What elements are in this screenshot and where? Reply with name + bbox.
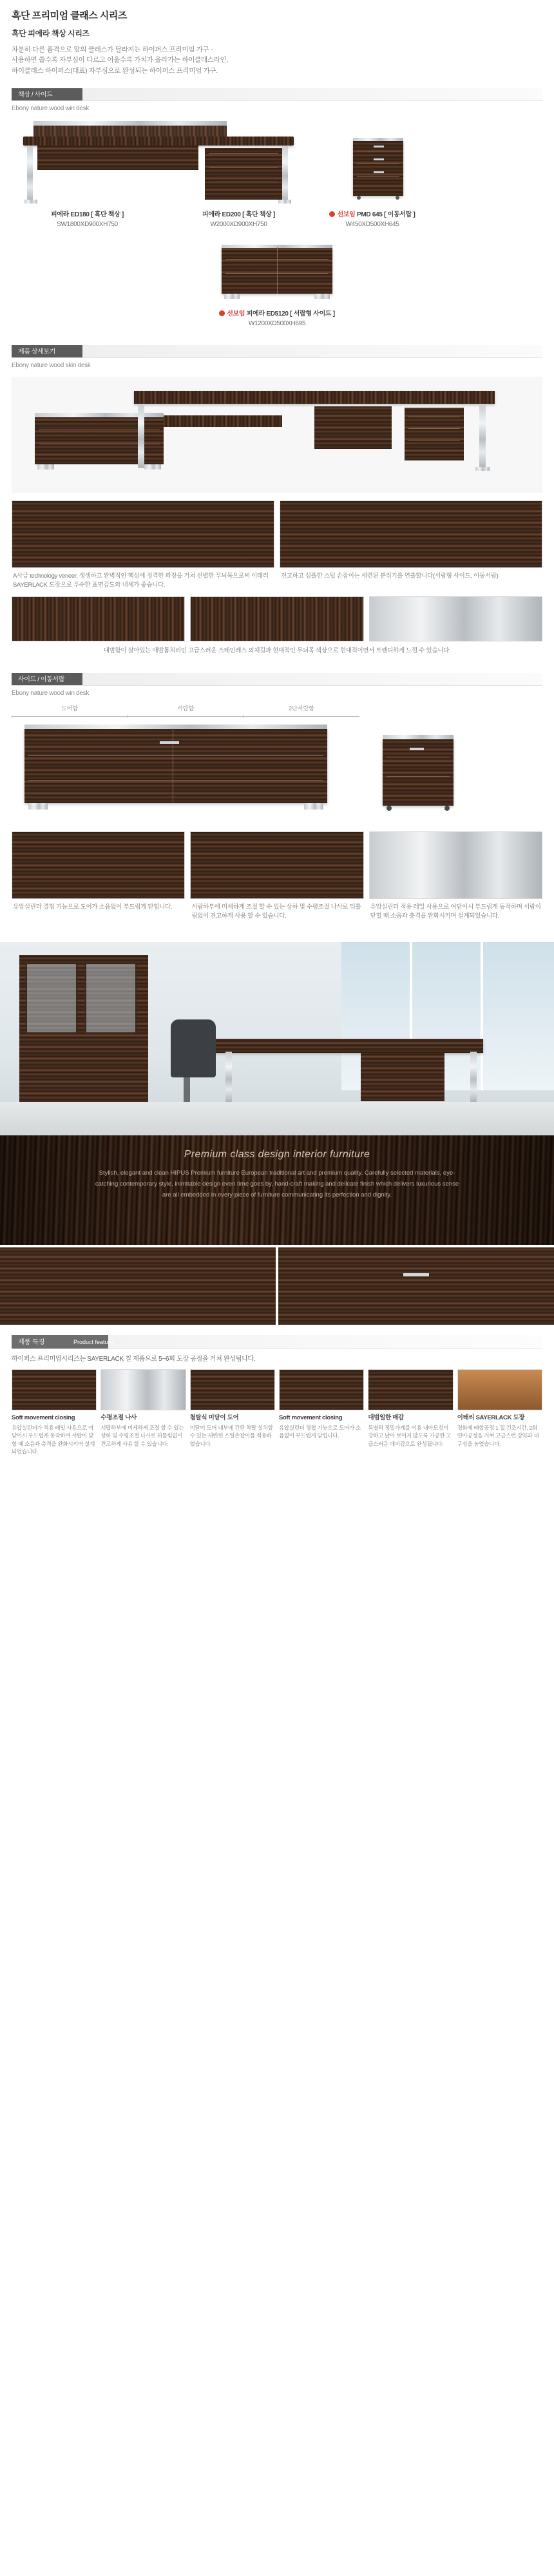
wood-detail-right xyxy=(278,1247,554,1325)
section-bar-side-pedestal xyxy=(12,673,542,686)
new-badge: 선보임 xyxy=(329,210,355,220)
intro-line-2: 사용하면 쓸수록 자부심이 다르고 어울수록 가치가 올라가는 하이클래스라인, xyxy=(12,56,228,64)
feature-title-2: 수평조절 나사 xyxy=(100,1414,137,1421)
caption-ed5120 xyxy=(0,304,554,328)
feature-cell-2 xyxy=(100,1369,186,1456)
premium-banner xyxy=(0,1135,554,1245)
item-name-ed5120: 피에라 ED5120 [ 서랍형 사이드 ] xyxy=(246,310,335,317)
banner-title: Premium class design interior furniture xyxy=(184,1148,370,1160)
item-name-ed200: 피에라 ED200 [ 흑단 책상 ] xyxy=(202,211,276,218)
caption-ed200 xyxy=(163,210,314,229)
feature-bar-sub: Product feature xyxy=(73,1338,113,1345)
section-sub-side: Ebony nature wood win desk xyxy=(12,689,90,697)
feature-thumb-caption-1: 유압실린더 경첩 기능으로 도어가 소음없이 부드럽게 닫힙니다. xyxy=(13,904,173,911)
item-size-ed5120: W1200XD500XH695 xyxy=(248,319,306,327)
banner-text: Stylish, elegant and clean HIPUS Premium furniture European traditional art and premium quality. Carefully selected materials, eye-catching contemporary style, inimitable design even time goes by, hand-craft making and delicate finish which delivers luxurious sense are all embedded in every piece of furniture communicating its perfection and dignity. xyxy=(95,1169,459,1198)
pedestal-large-photo xyxy=(366,719,482,822)
feature-desc-6: 경화제 배합공정 1 집 건조시간, 2회 연마공정을 거쳐 고급스런 강약과 내구성을 높였습니다. xyxy=(457,1424,539,1447)
ruler-seg-door: 도어함 xyxy=(12,705,128,719)
page-header xyxy=(0,0,554,83)
intro-line-3: 하이클래스 하이퍼스(대표) 자부심으로 완성되는 하이퍼스 프리미엄 가구. xyxy=(12,67,218,75)
new-badge-2: 선보임 xyxy=(219,309,245,319)
banner-detail-row xyxy=(0,1245,554,1325)
desk-photo-ed180 xyxy=(12,120,314,204)
caption-ed180 xyxy=(12,210,163,229)
feature-cell-5 xyxy=(368,1369,453,1456)
feature-desc-5: 특별히 정밀가계를 이용 내마모성이 강하고 낡아 보이지 않도록 가공한 고급스러운 애지감으로 완성됩니다. xyxy=(368,1424,452,1447)
detail-thumb-handle xyxy=(280,500,542,591)
wood-detail-left xyxy=(0,1247,276,1325)
feature-photo-3 xyxy=(190,1369,275,1410)
feature-desc-4: 유압실린더 경첩 기능으로 도어가 소음없이 부드럽게 닫힙니다. xyxy=(278,1424,361,1439)
detail-thumb-row xyxy=(0,500,554,591)
feature-photo-4 xyxy=(279,1369,364,1410)
caption-row-1 xyxy=(0,204,554,229)
item-size-ed200: W2000XD900XH750 xyxy=(210,220,267,228)
feature-desc-2: 서랍하부에 미세하게 조절 할 수 있는 상하 및 수평조절 나사로 뒤틀림없이 견고하게 사용 할 수 있습니다. xyxy=(100,1424,184,1447)
feature-note: 하이퍼스 프리미엄시리즈는 SAYERLACK 칠 제품으로 5~6회 도장 공정을 거쳐 완성됩니다. xyxy=(12,1355,256,1363)
feature-photo-1 xyxy=(12,1369,97,1410)
page-subtitle: 흑단 피에라 책상 시리즈 xyxy=(12,28,90,38)
feature-title-4: Soft movement closing xyxy=(278,1414,343,1421)
section-sub-detail: Ebony nature wood skin desk xyxy=(12,361,91,369)
product-photo-row-1 xyxy=(0,120,554,204)
feature-cell-1 xyxy=(12,1369,97,1456)
ruler-seg-drawer: 2단서랍함 xyxy=(244,705,359,719)
feature-thumb-row xyxy=(0,831,554,922)
new-dot-icon-2 xyxy=(219,310,225,316)
section-label-detail: 제품 상세보기 xyxy=(18,348,55,355)
feature-photo-2 xyxy=(100,1369,186,1410)
material-swatch-row xyxy=(0,590,554,641)
feature-cell-6 xyxy=(457,1369,542,1456)
feature-title-3: 첨탈식 미닫이 도어 xyxy=(189,1414,239,1421)
item-size-ed180: SW1800XD900XH750 xyxy=(57,220,118,228)
feature-thumb-level-screw xyxy=(190,831,363,922)
swatch-ebony-1 xyxy=(12,596,185,641)
swatch-note: 대범함이 살아있는 애발톱처리인 고급스러운 스테인레스 외체길과 현대적인 무늬목 색상으로 현대적이면서 트렌디하게 느낄 수 있습니다. xyxy=(103,647,451,655)
side-cabinet-photo xyxy=(0,229,554,304)
intro-line-1: 차분히 다른 품격으로 앞의 클래스가 달라지는 하이퍼스 프리미엄 가구 - xyxy=(12,45,213,53)
section-label: 책상 / 사이드 xyxy=(18,91,53,99)
level-screw-photo xyxy=(190,831,363,899)
detail-thumb-caption-1: A사급 technology veneer, 생생하고 완벽적인 핵심에 정격한 파장을 거쳐 선별한 무늬목으로써 이태리 SAYERLACK 도장으로 우수한 표면갑도와 내세가 좋습니다. xyxy=(13,572,269,589)
pedestal-photo-pmd645 xyxy=(314,120,430,204)
handle-photo xyxy=(280,500,542,568)
feature-title-5: 대범일한 매감 xyxy=(368,1414,404,1421)
feature-bar-label: 제품 특징 xyxy=(18,1338,45,1346)
swatch-stainless xyxy=(369,596,542,641)
side-pedestal-photo-row xyxy=(0,719,554,822)
section-bar-detail xyxy=(12,345,542,358)
detail-thumb-caption-2: 견고하고 심플한 스틸 손잡이는 세련된 분위기를 연출할니다(서랍형 사이드, 이동서랍) xyxy=(281,572,499,580)
feature-desc-3: 미닫이 도어 내부에 간편 착탈 설치할 수 있는 세련된 스틸손잡이를 적용하였습니다. xyxy=(189,1424,273,1447)
feature-thumb-caption-3: 유압실린더 적용 레일 사용으로 여닫이시 부드럽게 동작하며 서랍이 닫힐 때 소음과 충격을 완화시키며 설계되었습니다. xyxy=(370,904,541,920)
feature-thumb-rail xyxy=(369,831,542,922)
section-bar-desk-side xyxy=(12,88,542,101)
feature-desc-1: 유압실린더가 적용 레일 사용으로 여닫이시 부드럽게 동작하며 서랍이 닫힐 때 소음과 충격을 완화시키며 설계되었습니다. xyxy=(12,1424,95,1455)
rail-photo xyxy=(369,831,542,899)
feature-section-bar xyxy=(12,1335,542,1349)
office-scene-photo xyxy=(0,942,554,1135)
swatch-ebony-2 xyxy=(190,596,363,641)
item-size-pmd645: W450XD500XH645 xyxy=(345,220,399,228)
feature-photo-6 xyxy=(457,1369,542,1410)
ruler-seg-center: 서랍함 xyxy=(128,705,244,719)
side-cabinet-large-photo xyxy=(12,719,347,822)
feature-grid xyxy=(0,1369,554,1469)
feature-cell-4 xyxy=(279,1369,364,1456)
feature-cell-3 xyxy=(190,1369,275,1456)
new-dot-icon xyxy=(329,211,335,217)
feature-photo-5 xyxy=(368,1369,453,1410)
feature-title-6: 이태리 SAYERLACK 도장 xyxy=(457,1414,525,1421)
item-name-pmd645: PMD 645 [ 이동서랍 ] xyxy=(357,211,416,218)
dimension-ruler xyxy=(0,705,554,719)
item-name-ed180: 피에라 ED180 [ 흑단 책상 ] xyxy=(50,211,124,218)
section-label-side: 사이드 / 이동서랍 xyxy=(18,676,64,683)
section-sub-desk-side: Ebony nature wood win desk xyxy=(12,104,90,112)
detail-thumb-veneer xyxy=(12,500,274,591)
feature-thumb-caption-2: 서랍하부에 미세하게 조절 할 수 있는 상하 및 수평조절 나사로 뒤틀림없이 견고하게 사용 할 수 있습니다. xyxy=(191,904,361,920)
page-title: 흑단 프리미엄 클래스 시리즈 xyxy=(12,10,127,21)
veneer-photo xyxy=(12,500,274,568)
feature-title-1: Soft movement closing xyxy=(12,1414,75,1421)
l-desk-photo xyxy=(0,377,554,493)
hinge-photo xyxy=(12,831,185,899)
caption-pmd645 xyxy=(314,210,430,229)
feature-thumb-hinge xyxy=(12,831,185,922)
